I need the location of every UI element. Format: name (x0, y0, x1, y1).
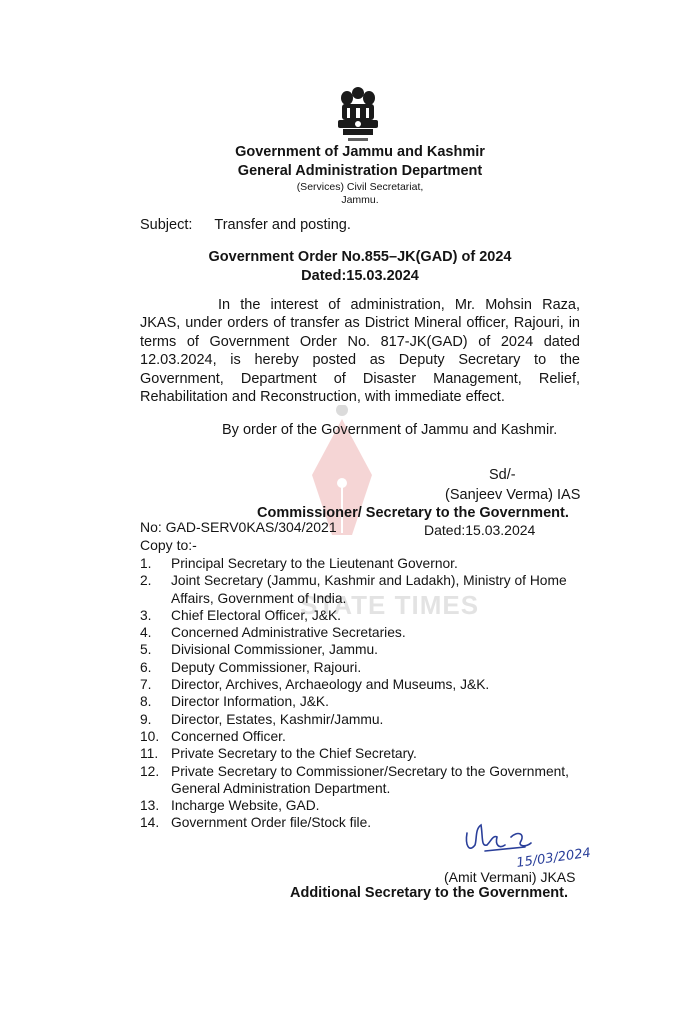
reference-number: No: GAD-SERV0KAS/304/2021 (140, 519, 337, 535)
signatory-name: (Sanjeev Verma) IAS (445, 487, 581, 503)
subject-value: Transfer and posting. (214, 217, 351, 233)
sd-mark: Sd/- (489, 467, 516, 483)
footer-signatory-name: (Amit Vermani) JKAS (444, 869, 576, 885)
signature-date: 15/03/2024 (515, 845, 592, 871)
department-name: General Administration Department (237, 163, 483, 179)
letterhead (220, 143, 500, 207)
list-item-number: 1. (140, 556, 152, 571)
watermark-text: STATE TIMES (300, 590, 480, 620)
list-item (140, 641, 585, 658)
list-item-number: 12. (140, 763, 160, 779)
order-number: Government Order No.855–JK(GAD) of 2024 (208, 249, 512, 265)
list-item-number: 8. (140, 694, 152, 710)
signatory-designation: Commissioner/ Secretary to the Government. (257, 505, 569, 521)
copy-to-list (140, 555, 585, 832)
list-item-text: Government Order file/Stock file. (171, 815, 372, 831)
list-item-number: 14. (140, 815, 160, 831)
footer-signatory-designation: Additional Secretary to the Government. (290, 885, 568, 901)
office-name: (Services) Civil Secretariat, (296, 181, 424, 193)
list-item-number: 3. (140, 607, 152, 623)
list-item-text: Director Information, J&K. (171, 694, 329, 710)
subject-line (140, 217, 351, 233)
list-item-text: Director, Archives, Archaeology and Museums, J&K. (171, 677, 490, 693)
list-item-text: Principal Secretary to the Lieutenant Governor. (171, 556, 458, 571)
list-item-text: Divisional Commissioner, Jammu. (171, 642, 379, 658)
list-item (140, 555, 585, 572)
list-item (140, 607, 585, 624)
list-item (140, 572, 585, 607)
list-item-number: 6. (140, 659, 152, 675)
order-date: Dated:15.03.2024 (301, 268, 419, 284)
list-item-number: 11. (140, 746, 159, 762)
office-city: Jammu. (341, 194, 379, 206)
list-item (140, 676, 585, 693)
list-item-text: Incharge Website, GAD. (171, 798, 320, 814)
list-item (140, 745, 585, 762)
list-item (140, 728, 585, 745)
state-emblem-icon (333, 86, 383, 146)
list-item-text: Private Secretary to the Chief Secretary. (171, 746, 417, 762)
order-body: In the interest of administration, Mr. Mohsin Raza, JKAS, under orders of transfer as District Mineral officer, Rajouri, in terms of Government Order No. 817-JK(GAD) of 2024 dated 12.03.2024, is hereby posted as Deputy Secretary to the Government, Department of Disaster Management, Relief, Rehabilitation and Reconstruction, with immediate effect. (140, 297, 580, 406)
list-item-number: 4. (140, 625, 152, 641)
list-item-text: Director, Estates, Kashmir/Jammu. (171, 711, 384, 727)
list-item-number: 13. (140, 798, 160, 814)
list-item (140, 711, 585, 728)
list-item-text: Private Secretary to Commissioner/Secretary to the Government, General Administration Department. (171, 763, 569, 796)
list-item-text: Concerned Administrative Secretaries. (171, 625, 406, 641)
list-item-number: 9. (140, 711, 152, 727)
list-item (140, 797, 585, 814)
list-item-number: 5. (140, 642, 152, 658)
by-order-line: By order of the Government of Jammu and Kashmir. (222, 422, 558, 438)
order-heading (200, 248, 520, 286)
list-item-text: Chief Electoral Officer, J&K. (171, 607, 341, 623)
list-item (140, 624, 585, 641)
copy-to-label: Copy to:- (140, 537, 197, 553)
list-item-text: Joint Secretary (Jammu, Kashmir and Ladakh), Ministry of Home Affairs, Government of India. (171, 573, 567, 606)
subject-label: Subject: (140, 217, 193, 233)
list-item (140, 693, 585, 710)
list-item-text: Deputy Commissioner, Rajouri. (171, 659, 362, 675)
reference-date: Dated:15.03.2024 (424, 522, 536, 538)
list-item-number: 10. (140, 728, 160, 744)
list-item-number: 7. (140, 677, 152, 693)
list-item (140, 763, 585, 798)
list-item (140, 659, 585, 676)
list-item-number: 2. (140, 573, 152, 589)
government-name: Government of Jammu and Kashmir (235, 144, 485, 160)
list-item-text: Concerned Officer. (171, 728, 286, 744)
